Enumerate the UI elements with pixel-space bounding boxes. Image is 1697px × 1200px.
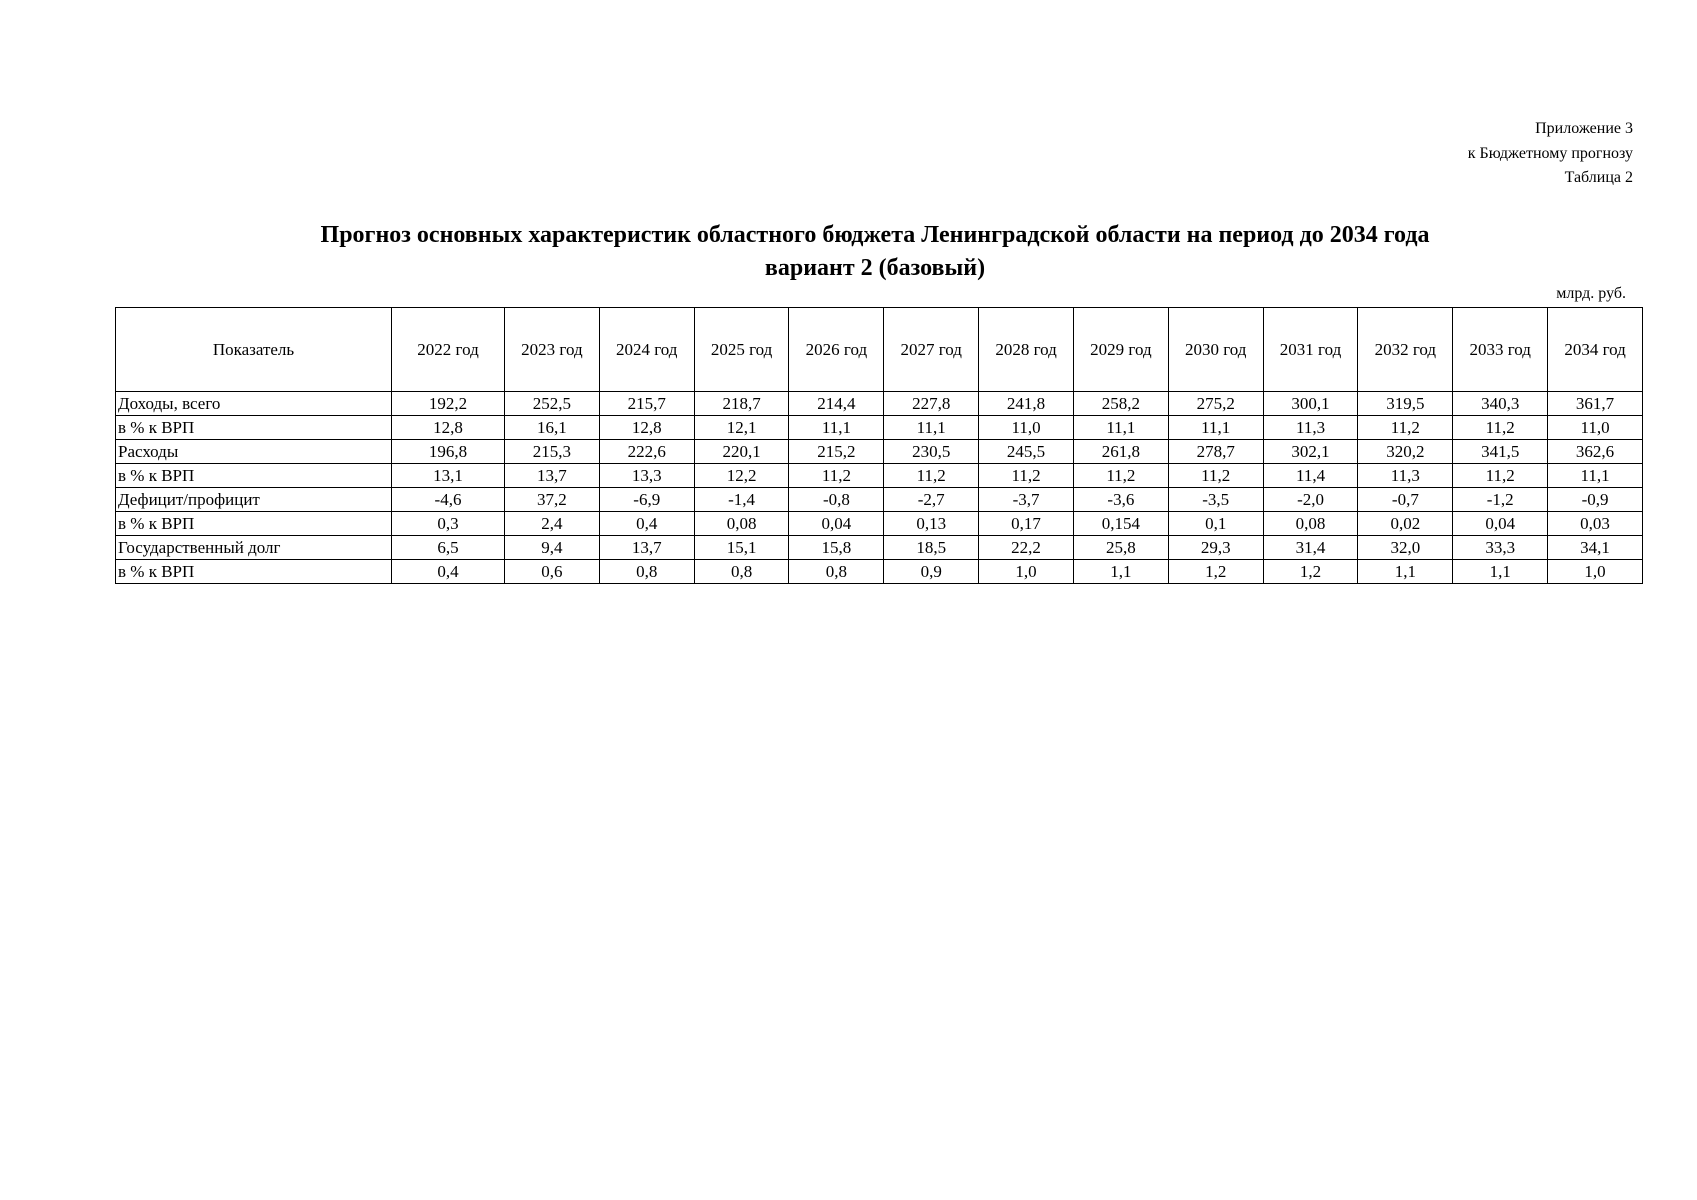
table-cell: 11,2 [884, 464, 979, 488]
row-label: в % к ВРП [116, 464, 392, 488]
table-cell: 15,8 [789, 536, 884, 560]
table-cell: 11,1 [1548, 464, 1643, 488]
table-cell: 0,13 [884, 512, 979, 536]
row-label: Расходы [116, 440, 392, 464]
table-cell: 13,7 [505, 464, 600, 488]
table-cell: 0,9 [884, 560, 979, 584]
table-cell: 215,2 [789, 440, 884, 464]
table-cell: 11,0 [979, 416, 1074, 440]
header-year: 2027 год [884, 308, 979, 392]
table-cell: -2,0 [1263, 488, 1358, 512]
header-indicator: Показатель [116, 308, 392, 392]
table-cell: -6,9 [599, 488, 694, 512]
table-row [116, 416, 1643, 440]
table-header-row [116, 308, 1643, 392]
table-cell: 300,1 [1263, 392, 1358, 416]
table-cell: 0,8 [694, 560, 789, 584]
table-cell: 11,4 [1263, 464, 1358, 488]
table-cell: 1,0 [1548, 560, 1643, 584]
table-cell: 196,8 [392, 440, 505, 464]
table-cell: 319,5 [1358, 392, 1453, 416]
title-line-2: вариант 2 (базовый) [764, 255, 986, 281]
table-cell: 275,2 [1168, 392, 1263, 416]
table-row [116, 440, 1643, 464]
table-cell: 0,08 [694, 512, 789, 536]
table-cell: 218,7 [694, 392, 789, 416]
table-cell: 245,5 [979, 440, 1074, 464]
table-cell: 0,154 [1073, 512, 1168, 536]
header-year: 2030 год [1168, 308, 1263, 392]
table-cell: 11,2 [789, 464, 884, 488]
table-cell: 1,2 [1168, 560, 1263, 584]
table-row [116, 560, 1643, 584]
attachment-line-2: к Бюджетному прогнозу [1467, 144, 1633, 162]
header-year: 2033 год [1453, 308, 1548, 392]
table-cell: 0,4 [599, 512, 694, 536]
table-cell: 220,1 [694, 440, 789, 464]
table-cell: 258,2 [1073, 392, 1168, 416]
table-cell: 11,1 [789, 416, 884, 440]
row-label: Доходы, всего [116, 392, 392, 416]
table-cell: 22,2 [979, 536, 1074, 560]
unit-label: млрд. руб. [1556, 285, 1626, 302]
table-cell: 261,8 [1073, 440, 1168, 464]
document-title [115, 219, 1635, 285]
table-cell: 11,2 [979, 464, 1074, 488]
table-cell: 12,1 [694, 416, 789, 440]
table-cell: 0,4 [392, 560, 505, 584]
table-cell: 11,3 [1263, 416, 1358, 440]
table-cell: -4,6 [392, 488, 505, 512]
table-cell: 302,1 [1263, 440, 1358, 464]
table-cell: -0,8 [789, 488, 884, 512]
table-cell: 1,2 [1263, 560, 1358, 584]
table-cell: 0,04 [789, 512, 884, 536]
table-cell: 9,4 [505, 536, 600, 560]
table-cell: 1,1 [1358, 560, 1453, 584]
table-cell: 12,8 [392, 416, 505, 440]
table-cell: 16,1 [505, 416, 600, 440]
table-cell: 1,1 [1073, 560, 1168, 584]
table-row [116, 464, 1643, 488]
attachment-line-3: Таблица 2 [1564, 169, 1633, 186]
table-cell: -3,6 [1073, 488, 1168, 512]
table-row [116, 488, 1643, 512]
table-cell: 13,7 [599, 536, 694, 560]
table-cell: 227,8 [884, 392, 979, 416]
header-year: 2029 год [1073, 308, 1168, 392]
table-cell: 6,5 [392, 536, 505, 560]
table-cell: 11,2 [1073, 464, 1168, 488]
table-cell: 252,5 [505, 392, 600, 416]
table-cell: 0,6 [505, 560, 600, 584]
table-cell: 11,2 [1358, 416, 1453, 440]
table-cell: 214,4 [789, 392, 884, 416]
budget-forecast-table [115, 307, 1643, 584]
table-cell: 0,08 [1263, 512, 1358, 536]
table-cell: 0,04 [1453, 512, 1548, 536]
table-row [116, 536, 1643, 560]
table-cell: 215,3 [505, 440, 600, 464]
table-row [116, 392, 1643, 416]
row-label: в % к ВРП [116, 512, 392, 536]
row-label: в % к ВРП [116, 416, 392, 440]
header-year: 2034 год [1548, 308, 1643, 392]
table-cell: 37,2 [505, 488, 600, 512]
table-cell: 11,2 [1453, 416, 1548, 440]
table-cell: 13,3 [599, 464, 694, 488]
table-cell: 320,2 [1358, 440, 1453, 464]
row-label: Государственный долг [116, 536, 392, 560]
table-cell: -1,4 [694, 488, 789, 512]
table-cell: 362,6 [1548, 440, 1643, 464]
attachment-line-1: Приложение 3 [1535, 120, 1633, 137]
table-cell: 13,1 [392, 464, 505, 488]
table-cell: 192,2 [392, 392, 505, 416]
table-cell: 1,1 [1453, 560, 1548, 584]
table-cell: -2,7 [884, 488, 979, 512]
table-cell: 31,4 [1263, 536, 1358, 560]
table-cell: 32,0 [1358, 536, 1453, 560]
header-year: 2032 год [1358, 308, 1453, 392]
header-year: 2031 год [1263, 308, 1358, 392]
table-cell: 25,8 [1073, 536, 1168, 560]
table-cell: -3,5 [1168, 488, 1263, 512]
table-cell: 33,3 [1453, 536, 1548, 560]
attachment-note [1468, 117, 1633, 191]
header-year: 2025 год [694, 308, 789, 392]
table-cell: 12,2 [694, 464, 789, 488]
table-cell: 11,2 [1453, 464, 1548, 488]
table-cell: 18,5 [884, 536, 979, 560]
table-cell: 241,8 [979, 392, 1074, 416]
header-year: 2023 год [505, 308, 600, 392]
table-cell: 340,3 [1453, 392, 1548, 416]
table-cell: 0,03 [1548, 512, 1643, 536]
table-cell: 278,7 [1168, 440, 1263, 464]
table-cell: 12,8 [599, 416, 694, 440]
header-year: 2022 год [392, 308, 505, 392]
table-cell: -0,7 [1358, 488, 1453, 512]
header-year: 2026 год [789, 308, 884, 392]
table-cell: 15,1 [694, 536, 789, 560]
table-cell: 230,5 [884, 440, 979, 464]
header-year: 2028 год [979, 308, 1074, 392]
row-label: Дефицит/профицит [116, 488, 392, 512]
table-cell: 2,4 [505, 512, 600, 536]
table-cell: 11,1 [884, 416, 979, 440]
table-cell: 29,3 [1168, 536, 1263, 560]
table-cell: 0,17 [979, 512, 1074, 536]
table-cell: 34,1 [1548, 536, 1643, 560]
table-cell: 11,0 [1548, 416, 1643, 440]
table-cell: 215,7 [599, 392, 694, 416]
table-cell: -3,7 [979, 488, 1074, 512]
title-line-1: Прогноз основных характеристик областного бюджета Ленинградской области на период до 2034 года [320, 222, 1430, 248]
table-cell: -0,9 [1548, 488, 1643, 512]
table-cell: 222,6 [599, 440, 694, 464]
table-cell: 11,3 [1358, 464, 1453, 488]
table-cell: 361,7 [1548, 392, 1643, 416]
table-cell: 341,5 [1453, 440, 1548, 464]
table-cell: -1,2 [1453, 488, 1548, 512]
header-year: 2024 год [599, 308, 694, 392]
table-cell: 11,1 [1073, 416, 1168, 440]
table-cell: 11,2 [1168, 464, 1263, 488]
table-row [116, 512, 1643, 536]
table-cell: 0,02 [1358, 512, 1453, 536]
table-cell: 1,0 [979, 560, 1074, 584]
table-cell: 0,8 [789, 560, 884, 584]
table-cell: 0,8 [599, 560, 694, 584]
table-cell: 11,1 [1168, 416, 1263, 440]
row-label: в % к ВРП [116, 560, 392, 584]
table-cell: 0,3 [392, 512, 505, 536]
table-cell: 0,1 [1168, 512, 1263, 536]
